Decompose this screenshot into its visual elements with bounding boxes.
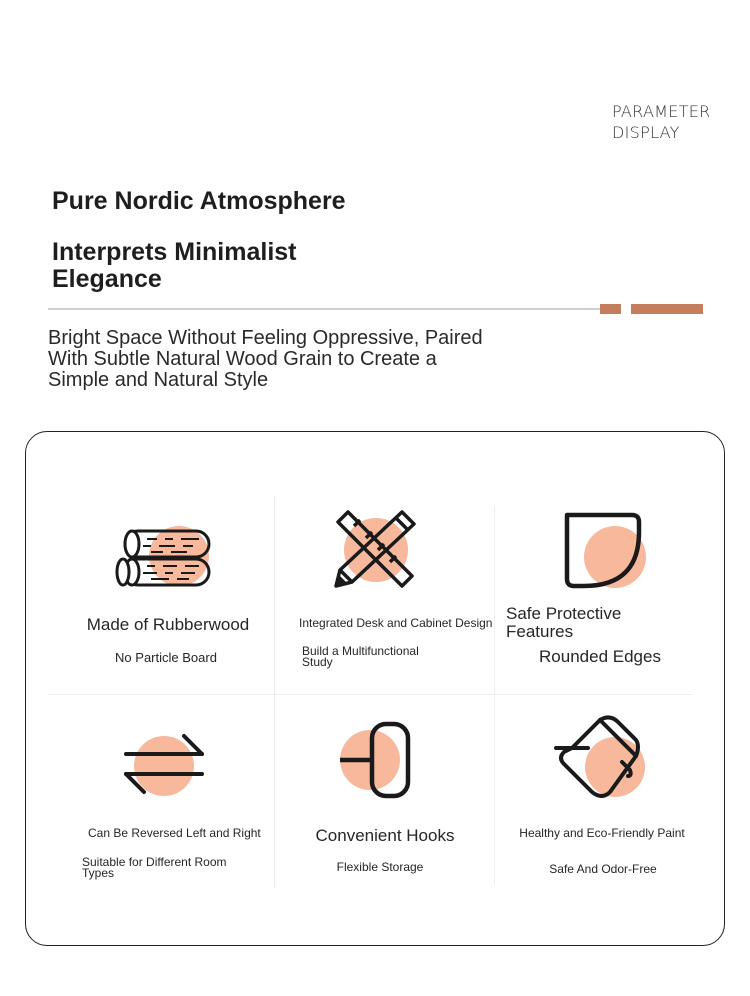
hook-icon — [336, 720, 416, 802]
accent-bar-long — [631, 304, 703, 314]
pencil-ruler-icon — [330, 506, 420, 592]
rounded-corner-icon — [562, 510, 654, 594]
feature-subtitle-room-types: Suitable for Different Room Types — [82, 855, 227, 880]
headline-secondary: Interprets Minimalist Elegance — [52, 238, 297, 293]
feature-title-reversible: Can Be Reversed Left and Right — [88, 826, 261, 840]
feature-title-eco-paint: Healthy and Eco-Friendly Paint — [519, 826, 685, 840]
feature-title-hooks: Convenient Hooks — [315, 826, 455, 845]
reverse-arrows-icon — [120, 730, 210, 800]
feature-title-integrated-design: Integrated Desk and Cabinet Design — [299, 616, 493, 630]
wood-logs-icon — [113, 520, 217, 596]
grid-divider-vertical-2 — [494, 505, 495, 885]
grid-divider-vertical-1 — [274, 497, 275, 887]
paint-bucket-icon — [552, 712, 652, 802]
parameter-label-line1: PARAMETER — [612, 102, 711, 121]
feature-subtitle-odor-free: Safe And Odor-Free — [549, 862, 657, 876]
accent-bar-short — [600, 304, 621, 314]
feature-subtitle-integrated-design: Build a Multifunctional Study — [302, 644, 419, 669]
parameter-label-line2: DISPLAY — [612, 123, 680, 142]
parameter-display-label — [612, 101, 711, 143]
feature-title-rubberwood: Made of Rubberwood — [86, 615, 250, 634]
headline-primary: Pure Nordic Atmosphere — [52, 187, 346, 215]
divider-line — [48, 308, 608, 310]
feature-subtitle-rubberwood: No Particle Board — [115, 650, 217, 665]
intro-text: Bright Space Without Feeling Oppressive, Paired With Subtle Natural Wood Grain to Create a Simple and Natural Style — [48, 327, 483, 391]
feature-title-safe-protective: Safe Protective Features — [506, 604, 622, 641]
feature-subtitle-rounded-edges: Rounded Edges — [539, 647, 661, 666]
grid-divider-horizontal — [48, 694, 693, 695]
feature-subtitle-flexible-storage: Flexible Storage — [336, 860, 424, 874]
